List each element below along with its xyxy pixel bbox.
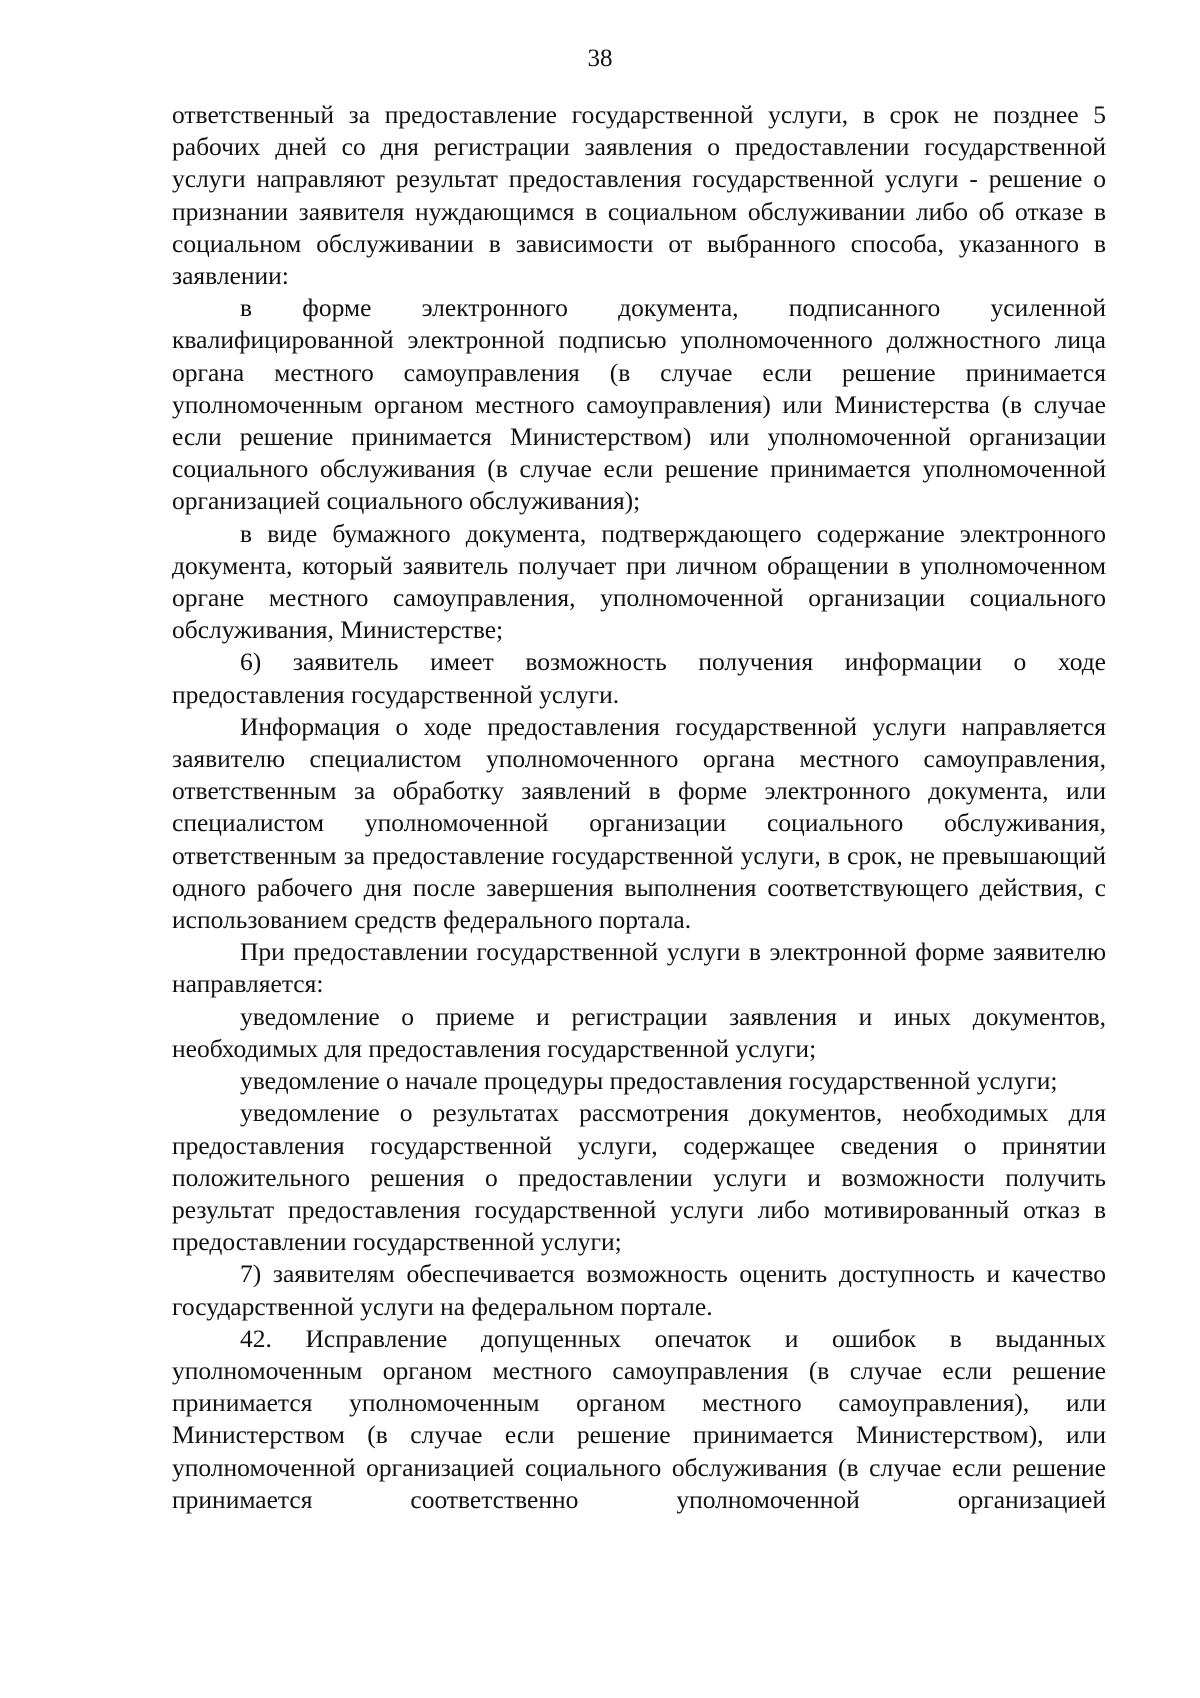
paragraph-result-delivery: ответственный за предоставление государственной услуги, в срок не позднее 5 рабочих дней со дня регистрации заявления о предоставлении государственной услуги направляют результат предоставления государственной услуги - решение о признании заявителя нуждающимся в социальном обслуживании либо об отказе в социальном обслуживании в зависимости от выбранного способа, указанного в заявлении: xyxy=(172,100,1106,291)
paragraph-item-42: 42. Исправление допущенных опечаток и ошибок в выданных уполномоченным органом местного самоуправления (в случае если решение принимается уполномоченным органом местного самоуправления), или Министерством (в случае если решение принимается Министерством), или уполномоченной организацией социального обслуживания (в случае если решение принимается соответственно уполномоченной организацией xyxy=(172,1323,1106,1514)
paragraph-notice-results: уведомление о результатах рассмотрения документов, необходимых для предоставления государственной услуги, содержащее сведения о принятии положительного решения о предоставлении услуги и возможности получить результат предоставления государственной услуги либо мотивированный отказ в предоставлении государственной услуги; xyxy=(172,1098,1106,1257)
paragraph-item-6: 6) заявитель имеет возможность получения информации о ходе предоставления государственной услуги. xyxy=(172,647,1106,709)
paragraph-notice-start: уведомление о начале процедуры предоставления государственной услуги; xyxy=(240,1066,1058,1096)
paragraph-electronic-form: в форме электронного документа, подписанного усиленной квалифицированной электронной подписью уполномоченного должностного лица органа местного самоуправления (в случае если решение принимается уполномоченным органом местного самоуправления) или Министерства (в случае если решение принимается Министерством) или уполномоченной организации социального обслуживания (в случае если решение принимается уполномоченной организацией социального обслуживания); xyxy=(172,293,1106,516)
paragraph-progress-info: Информация о ходе предоставления государственной услуги направляется заявителю специалистом уполномоченного органа местного самоуправления, ответственным за обработку заявлений в форме электронного документа, или специалистом уполномоченной организации социального обслуживания, ответственным за предоставление государственной услуги, в срок, не превышающий одного рабочего дня после завершения выполнения соответствующего действия, с использованием средств федерального портала. xyxy=(172,711,1106,935)
paragraph-notice-receipt: уведомление о приеме и регистрации заявления и иных документов, необходимых для предоставления государственной услуги; xyxy=(172,1001,1106,1063)
paragraph-paper-form: в виде бумажного документа, подтверждающего содержание электронного документа, который заявитель получает при личном обращении в уполномоченном органе местного самоуправления, уполномоченной организации социального обслуживания, Министерстве; xyxy=(172,518,1106,645)
document-body xyxy=(172,99,1106,1516)
paragraph-electronic-notifications: При предоставлении государственной услуги в электронной форме заявителю направляется: xyxy=(172,937,1106,999)
paragraph-item-7: 7) заявителям обеспечивается возможность оценить доступность и качество государственной услуги на федеральном портале. xyxy=(172,1259,1106,1321)
page-number: 38 xyxy=(587,45,613,72)
